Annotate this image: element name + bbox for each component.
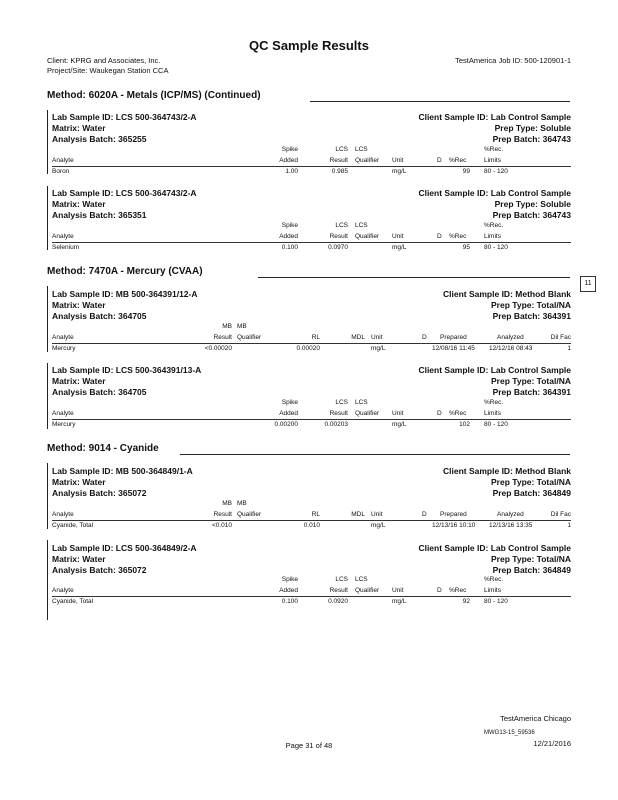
client-sample-id: Client Sample ID: Lab Control Sample bbox=[418, 365, 571, 375]
analyte: Cyanide, Total bbox=[52, 598, 94, 605]
client-sample-id: Client Sample ID: Lab Control Sample bbox=[418, 188, 571, 198]
col-header: Spike bbox=[281, 222, 298, 229]
col-header: Unit bbox=[392, 157, 404, 164]
header-rule bbox=[52, 166, 571, 167]
analyte: Mercury bbox=[52, 345, 76, 352]
unit: mg/L bbox=[392, 244, 407, 251]
col-header: MB bbox=[222, 500, 232, 507]
prep-batch: Prep Batch: 364849 bbox=[492, 565, 571, 575]
col-header: LCS bbox=[355, 146, 368, 153]
percent-rec: 102 bbox=[459, 421, 470, 428]
project-site: Project/Site: Waukegan Station CCA bbox=[47, 66, 169, 75]
col-header: Result bbox=[329, 410, 348, 417]
col-header: Result bbox=[329, 157, 348, 164]
side-tab: 11 bbox=[580, 276, 596, 292]
footer-date: 12/21/2016 bbox=[533, 739, 571, 748]
analysis-batch: Analysis Batch: 365351 bbox=[52, 210, 147, 220]
percent-rec: 99 bbox=[462, 168, 470, 175]
col-header: D bbox=[437, 233, 442, 240]
analyte: Cyanide, Total bbox=[52, 522, 94, 529]
analyzed: 12/12/16 08:43 bbox=[489, 345, 533, 352]
unit: mg/L bbox=[392, 421, 407, 428]
col-header: Qualifier bbox=[355, 233, 380, 240]
col-header: Analyzed bbox=[497, 334, 524, 341]
col-header: Qualifier bbox=[355, 410, 380, 417]
block-bracket bbox=[47, 540, 48, 620]
col-header: Result bbox=[213, 334, 232, 341]
spike-added: 0.100 bbox=[281, 244, 298, 251]
dil-fac: 1 bbox=[567, 345, 571, 352]
analysis-batch: Analysis Batch: 365072 bbox=[52, 488, 147, 498]
method-title: Method: 9014 - Cyanide bbox=[47, 443, 159, 454]
col-header: Prepared bbox=[440, 334, 467, 341]
col-header: Result bbox=[329, 233, 348, 240]
col-header: Analyte bbox=[52, 587, 74, 594]
unit: mg/L bbox=[392, 598, 407, 605]
spike-added: 0.100 bbox=[281, 598, 298, 605]
dil-fac: 1 bbox=[567, 522, 571, 529]
col-header: Result bbox=[329, 587, 348, 594]
analyzed: 12/13/16 13:35 bbox=[489, 522, 533, 529]
matrix: Matrix: Water bbox=[52, 554, 106, 564]
block-bracket bbox=[47, 110, 48, 174]
col-header: Unit bbox=[371, 334, 383, 341]
prep-batch: Prep Batch: 364849 bbox=[492, 488, 571, 498]
page-number: Page 31 of 48 bbox=[285, 741, 333, 750]
analysis-batch: Analysis Batch: 364705 bbox=[52, 311, 147, 321]
col-header: LCS bbox=[335, 146, 348, 153]
col-header: %Rec bbox=[449, 410, 467, 417]
prep-type: Prep Type: Total/NA bbox=[491, 477, 571, 487]
rl: 0.00020 bbox=[296, 345, 320, 352]
col-header: D bbox=[437, 410, 442, 417]
col-header: Analyte bbox=[52, 157, 74, 164]
analysis-batch: Analysis Batch: 365255 bbox=[52, 134, 147, 144]
col-header: Analyte bbox=[52, 511, 74, 518]
col-header: Spike bbox=[281, 146, 298, 153]
header-rule bbox=[52, 596, 571, 597]
lab-sample-id: Lab Sample ID: LCS 500-364391/13-A bbox=[52, 365, 202, 375]
block-bracket bbox=[47, 363, 48, 429]
col-header: LCS bbox=[355, 576, 368, 583]
client-sample-id: Client Sample ID: Method Blank bbox=[443, 466, 571, 476]
lcs-result: 0.0920 bbox=[328, 598, 348, 605]
client-sample-id: Client Sample ID: Lab Control Sample bbox=[418, 543, 571, 553]
col-header: Limits bbox=[484, 233, 501, 240]
header-rule bbox=[52, 343, 571, 344]
col-header: Dil Fac bbox=[550, 511, 571, 518]
prep-type: Prep Type: Soluble bbox=[494, 199, 571, 209]
col-header: MB bbox=[237, 500, 247, 507]
col-header: Added bbox=[279, 157, 298, 164]
lcs-result: 0.0970 bbox=[328, 244, 348, 251]
col-header: Limits bbox=[484, 157, 501, 164]
col-header: %Rec. bbox=[484, 576, 504, 583]
col-header: Analyzed bbox=[497, 511, 524, 518]
col-header: Unit bbox=[371, 511, 383, 518]
col-header: Added bbox=[279, 410, 298, 417]
col-header: D bbox=[437, 587, 442, 594]
method-divider bbox=[258, 277, 570, 278]
mb-result: <0.010 bbox=[211, 522, 232, 529]
col-header: Unit bbox=[392, 587, 404, 594]
col-header: Limits bbox=[484, 410, 501, 417]
matrix: Matrix: Water bbox=[52, 376, 106, 386]
client-sample-id: Client Sample ID: Method Blank bbox=[443, 289, 571, 299]
lcs-result: 0.985 bbox=[331, 168, 348, 175]
col-header: Analyte bbox=[52, 334, 74, 341]
col-header: Analyte bbox=[52, 233, 74, 240]
prep-type: Prep Type: Total/NA bbox=[491, 376, 571, 386]
analysis-batch: Analysis Batch: 364705 bbox=[52, 387, 147, 397]
col-header: Qualifier bbox=[237, 334, 262, 341]
header-rule bbox=[52, 520, 571, 521]
method-title: Method: 6020A - Metals (ICP/MS) (Continued) bbox=[47, 90, 261, 101]
col-header: LCS bbox=[335, 576, 348, 583]
col-header: %Rec bbox=[449, 233, 467, 240]
prep-type: Prep Type: Soluble bbox=[494, 123, 571, 133]
prepared: 12/13/16 10:10 bbox=[432, 522, 476, 529]
lcs-result: 0.00203 bbox=[324, 421, 348, 428]
block-bracket bbox=[47, 463, 48, 529]
limits: 80 - 120 bbox=[484, 244, 508, 251]
prep-batch: Prep Batch: 364743 bbox=[492, 210, 571, 220]
spike-added: 0.00200 bbox=[274, 421, 298, 428]
col-header: D bbox=[437, 157, 442, 164]
col-header: %Rec bbox=[449, 157, 467, 164]
col-header: RL bbox=[311, 334, 320, 341]
matrix: Matrix: Water bbox=[52, 123, 106, 133]
limits: 80 - 120 bbox=[484, 168, 508, 175]
lab-sample-id: Lab Sample ID: MB 500-364849/1-A bbox=[52, 466, 193, 476]
block-bracket bbox=[47, 286, 48, 352]
matrix: Matrix: Water bbox=[52, 300, 106, 310]
matrix: Matrix: Water bbox=[52, 199, 106, 209]
col-header: RL bbox=[311, 511, 320, 518]
col-header: Unit bbox=[392, 233, 404, 240]
header-rule bbox=[52, 242, 571, 243]
col-header: Spike bbox=[281, 399, 298, 406]
method-title: Method: 7470A - Mercury (CVAA) bbox=[47, 266, 203, 277]
col-header: Analyte bbox=[52, 410, 74, 417]
rl: 0.010 bbox=[303, 522, 320, 529]
col-header: %Rec bbox=[449, 587, 467, 594]
spike-added: 1.00 bbox=[285, 168, 298, 175]
prep-type: Prep Type: Total/NA bbox=[491, 300, 571, 310]
unit: mg/L bbox=[371, 345, 386, 352]
col-header: Added bbox=[279, 233, 298, 240]
method-divider bbox=[310, 101, 570, 102]
client-name: Client: KPRG and Associates, Inc. bbox=[47, 56, 161, 65]
col-header: MDL bbox=[351, 334, 365, 341]
col-header: MDL bbox=[351, 511, 365, 518]
col-header: MB bbox=[237, 323, 247, 330]
lab-sample-id: Lab Sample ID: LCS 500-364743/2-A bbox=[52, 188, 197, 198]
col-header: Dil Fac bbox=[550, 334, 571, 341]
percent-rec: 92 bbox=[462, 598, 470, 605]
matrix: Matrix: Water bbox=[52, 477, 106, 487]
analyte: Boron bbox=[52, 168, 70, 175]
prep-batch: Prep Batch: 364743 bbox=[492, 134, 571, 144]
col-header: Qualifier bbox=[237, 511, 262, 518]
col-header: Added bbox=[279, 587, 298, 594]
unit: mg/L bbox=[392, 168, 407, 175]
col-header: Prepared bbox=[440, 511, 467, 518]
col-header: %Rec. bbox=[484, 222, 504, 229]
col-header: D bbox=[422, 511, 427, 518]
analyte: Selenium bbox=[52, 244, 80, 251]
page-title: QC Sample Results bbox=[249, 38, 369, 53]
block-bracket bbox=[47, 186, 48, 250]
col-header: Limits bbox=[484, 587, 501, 594]
prep-batch: Prep Batch: 364391 bbox=[492, 387, 571, 397]
analysis-batch: Analysis Batch: 365072 bbox=[52, 565, 147, 575]
col-header: LCS bbox=[355, 399, 368, 406]
header-rule bbox=[52, 419, 571, 420]
col-header: MB bbox=[222, 323, 232, 330]
prep-batch: Prep Batch: 364391 bbox=[492, 311, 571, 321]
col-header: Spike bbox=[281, 576, 298, 583]
col-header: Unit bbox=[392, 410, 404, 417]
unit: mg/L bbox=[371, 522, 386, 529]
mb-result: <0.00020 bbox=[204, 345, 232, 352]
limits: 80 - 120 bbox=[484, 598, 508, 605]
lab-sample-id: Lab Sample ID: MB 500-364391/12-A bbox=[52, 289, 198, 299]
client-sample-id: Client Sample ID: Lab Control Sample bbox=[418, 112, 571, 122]
method-divider bbox=[180, 454, 570, 455]
col-header: LCS bbox=[335, 222, 348, 229]
col-header: Qualifier bbox=[355, 157, 380, 164]
col-header: Qualifier bbox=[355, 587, 380, 594]
col-header: %Rec. bbox=[484, 146, 504, 153]
col-header: D bbox=[422, 334, 427, 341]
footer-company: TestAmerica Chicago bbox=[500, 714, 571, 723]
footer-code: MWG13-15_59536 bbox=[484, 730, 535, 736]
col-header: LCS bbox=[355, 222, 368, 229]
lab-sample-id: Lab Sample ID: LCS 500-364849/2-A bbox=[52, 543, 197, 553]
col-header: Result bbox=[213, 511, 232, 518]
analyte: Mercury bbox=[52, 421, 76, 428]
col-header: LCS bbox=[335, 399, 348, 406]
col-header: %Rec. bbox=[484, 399, 504, 406]
job-id: TestAmerica Job ID: 500-120901-1 bbox=[455, 56, 571, 65]
limits: 80 - 120 bbox=[484, 421, 508, 428]
percent-rec: 95 bbox=[462, 244, 470, 251]
lab-sample-id: Lab Sample ID: LCS 500-364743/2-A bbox=[52, 112, 197, 122]
prepared: 12/08/16 11:45 bbox=[432, 345, 475, 352]
prep-type: Prep Type: Total/NA bbox=[491, 554, 571, 564]
